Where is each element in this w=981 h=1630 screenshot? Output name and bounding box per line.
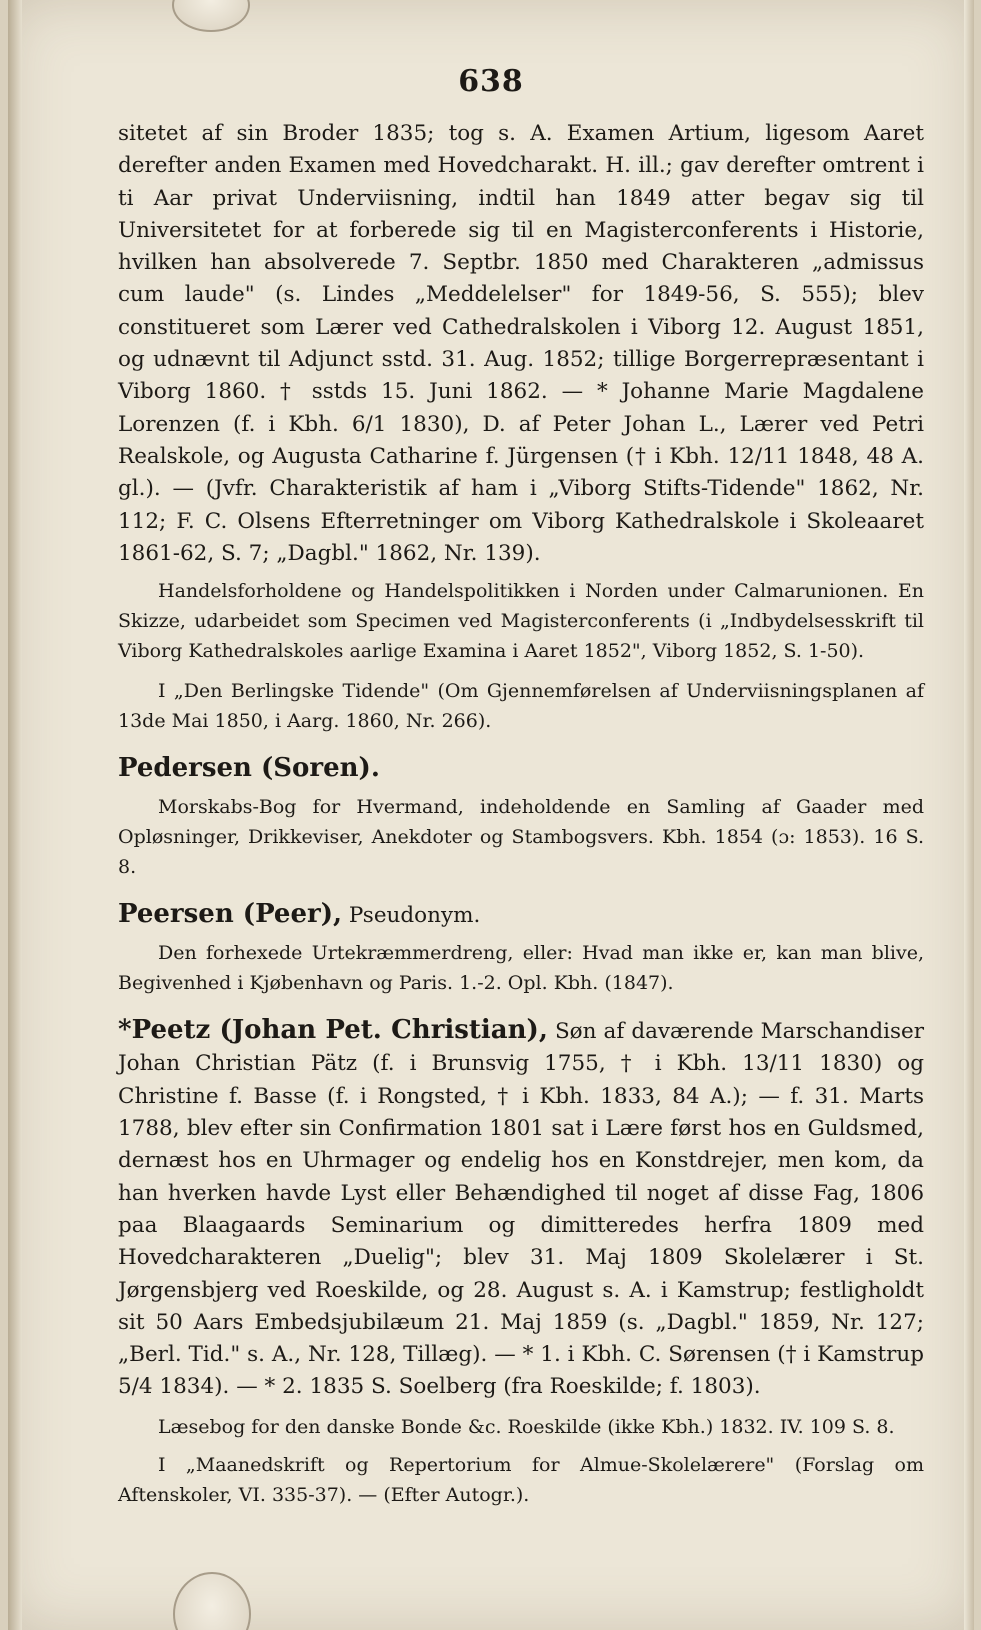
work-entry: Morskabs-Bog for Hvermand, indeholdende en Samling af Gaader med Opløsninger, Drikkeviser, Anekdoter og Stambogsvers. Kbh. 1854 (ɔ: 1853). 16 S. 8.: [118, 796, 924, 879]
book-page: [8, 0, 974, 1630]
body-text: [118, 118, 924, 1510]
entry-heading-rest: Pseudonym.: [342, 903, 481, 929]
work-entry: Den forhexede Urtekræmmerdreng, eller: Hvad man ikke er, kan man blive, Begivenhed i Kjøbenhavn og Paris. 1.-2. Opl. Kbh. (1847).: [118, 942, 924, 995]
entry-heading: [118, 896, 924, 934]
work-entry: I „Maanedskrift og Repertorium for Almue-Skolelærere" (Forslag om Aftenskoler, VI. 335-37). — (Efter Autogr.).: [118, 1453, 924, 1506]
entry-heading: [118, 750, 924, 788]
work-entry: I „Den Berlingske Tidende" (Om Gjennemførelsen af Underviisningsplanen af 13de Mai 1850, i Aarg. 1860, Nr. 266).: [118, 680, 924, 733]
punch-hole-bottom: [173, 1572, 251, 1630]
work-entry: Læsebog for den danske Bonde &c. Roeskilde (ikke Kbh.) 1832. IV. 109 S. 8.: [158, 1415, 895, 1438]
entry-name: Peersen (Peer),: [118, 899, 343, 930]
work-entry: Handelsforholdene og Handelspolitikken i Norden under Calmarunionen. En Skizze, udarbeidet som Specimen ved Magisterconferents (i „Indbydelsesskrift til Viborg Kathedralskoles aarlige Examina i Aaret 1852", Viborg 1852, S. 1-50).: [118, 580, 924, 663]
entry-name: *Peetz (Johan Pet. Christian),: [118, 1015, 548, 1046]
biography-entry: [118, 1012, 924, 1404]
entry-name: Pedersen (Soren).: [118, 753, 380, 784]
page-edge: [964, 0, 974, 1630]
page-spine-shadow: [8, 0, 22, 1630]
punch-hole-top: [172, 0, 250, 32]
biography-text: Søn af daværende Marschandiser Johan Christian Pätz (f. i Brunsvig 1755, † i Kbh. 13/11 1830) og Christine f. Basse (f. i Rongsted, † i Kbh. 1833, 84 A.); — f. 31. Marts 1788, blev efter sin Confirmation 1801 sat i Lære først hos en Guldsmed, dernæst hos en Uhrmager og endelig hos en Konstdrejer, men kom, da han hverken havde Lyst eller Behændighed til noget af disse Fag, 1806 paa Blaagaards Seminarium og dimitteredes herfra 1809 med Hovedcharakteren „Duelig"; blev 31. Maj 1809 Skolelærer i St. Jørgensbjerg ved Roeskilde, og 28. August s. A. i Kamstrup; festligholdt sit 50 Aars Embedsjubilæum 21. Maj 1859 (s. „Dagbl." 1859, Nr. 127; „Berl. Tid." s. A., Nr. 128, Tillæg). — * 1. i Kbh. C. Sørensen († i Kamstrup 5/4 1834). — * 2. 1835 S. Soelberg (fra Roeskilde; f. 1803).: [118, 1019, 924, 1400]
page-number: 638: [458, 64, 524, 99]
biography-continuation: sitetet af sin Broder 1835; tog s. A. Examen Artium, ligesom Aaret derefter anden Examen med Hovedcharakt. H. ill.; gav derefter omtrent i ti Aar privat Underviisning, indtil han 1849 atter begav sig til Universitetet for at forberede sig til en Magisterconferents i Historie, hvilken han absolverede 7. Septbr. 1850 med Charakteren „admissus cum laude" (s. Lindes „Meddelelser" for 1849-56, S. 555); blev constitueret som Lærer ved Cathedralskolen i Viborg 12. August 1851, og udnævnt til Adjunct sstd. 31. Aug. 1852; tillige Borgerrepræsentant i Viborg 1860. † sstds 15. Juni 1862. — * Johanne Marie Magdalene Lorenzen (f. i Kbh. 6/1 1830), D. af Peter Johan L., Lærer ved Petri Realskole, og Augusta Catharine f. Jürgensen († i Kbh. 12/11 1848, 48 A. gl.). — (Jvfr. Charakteristik af ham i „Viborg Stifts-Tidende" 1862, Nr. 112; F. C. Olsens Efterretninger om Viborg Kathedralskole i Skoleaaret 1861-62, S. 7; „Dagbl." 1862, Nr. 139).: [118, 121, 924, 566]
